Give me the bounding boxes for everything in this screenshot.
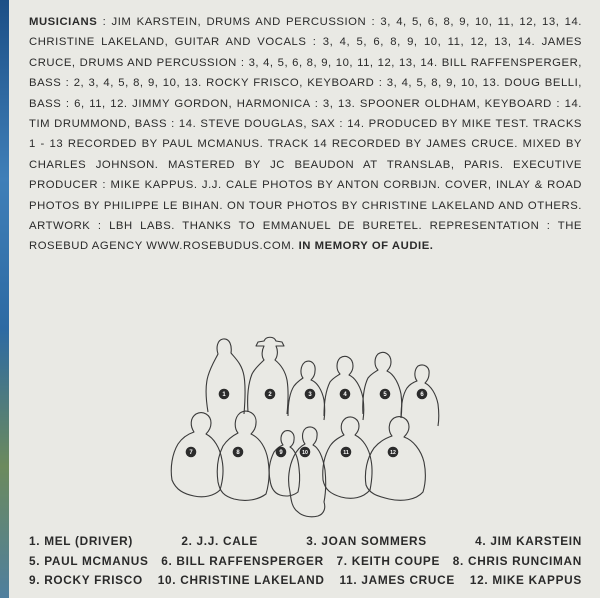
marker-label-2: 2 (268, 392, 272, 399)
personnel-legend (29, 532, 582, 591)
silhouette-2 (248, 337, 289, 414)
silhouette-5 (363, 352, 402, 418)
silhouette-4 (324, 356, 364, 420)
marker-label-6: 6 (420, 392, 424, 399)
legend-item: 8. CHRIS RUNCIMAN (452, 553, 582, 568)
marker-label-4: 4 (343, 392, 347, 399)
legend-item: 11. JAMES CRUCE (339, 573, 455, 587)
legend-item: 9. ROCKY FRISCO (29, 573, 143, 587)
silhouette-9 (269, 431, 299, 496)
legend-item: 12. MIKE KAPPUS (469, 573, 582, 587)
marker-label-10: 10 (302, 450, 308, 457)
silhouette-7 (171, 413, 223, 497)
legend-row (29, 532, 582, 552)
legend-item: 4. JIM KARSTEIN (475, 534, 582, 548)
marker-label-9: 9 (279, 450, 283, 457)
legend-item: 10. CHRISTINE LAKELAND (157, 573, 325, 587)
marker-label-7: 7 (189, 450, 193, 457)
legend-row (29, 571, 582, 591)
band-silhouette-diagram (160, 330, 445, 522)
cover-edge-strip (0, 0, 9, 598)
credits-body: : JIM KARSTEIN, DRUMS AND PERCUSSION : 3, 4, 5, 6, 8, 9, 10, 11, 12, 13, 14. CHRISTINE LAKELAND, GUITAR AND VOCALS : 3, 4, 5, 6, 8, 9, 10, 11, 12, 13, 14. JAMES CRUCE, DRUMS AND PERCUSSION : 3, 4, 5, 6, 8, 9, 10, 11, 12, 13, 14. BILL RAFFENSPERGER, BASS : 2, 3, 4, 5, 8, 9, 10, 13. ROCKY FRISCO, KEYBOARD : 3, 4, 5, 8, 9, 10, 13. DOUG BELLI, BASS : 6, 11, 12. JIMMY GORDON, HARMONICA : 3, 13. SPOONER OLDHAM, KEYBOARD : 14. TIM DRUMMOND, BASS : 14. STEVE DOUGLAS, SAX : 14. PRODUCED BY MIKE TEST. TRACKS 1 - 13 RECORDED BY PAUL MCMANUS. TRACK 14 RECORDED BY JAMES CRUCE. MIXED BY CHARLES JOHNSON. MASTERED BY JC BEAUDON AT TRANSLAB, PARIS. EXECUTIVE PRODUCER : MIKE KAPPUS. J.J. CALE PHOTOS BY ANTON CORBIJN. COVER, INLAY & ROAD PHOTOS BY PHILIPPE LE BIHAN. ON TOUR PHOTOS BY CHRISTINE LAKELAND AND OTHERS. ARTWORK : LBH LABS. THANKS TO EMMANUEL DE BURETEL. REPRESENTATION : THE ROSEBUD AGENCY WWW.ROSEBUDUS.COM. (29, 16, 582, 253)
silhouette-12 (365, 417, 425, 501)
marker-label-1: 1 (222, 392, 226, 399)
silhouette-11 (323, 417, 372, 498)
legend-item: 1. MEL (DRIVER) (29, 534, 134, 548)
marker-label-11: 11 (343, 450, 349, 457)
legend-item: 3. JOAN SOMMERS (306, 534, 427, 548)
legend-item: 6. BILL RAFFENSPERGER (161, 553, 324, 568)
silhouette-1 (206, 339, 245, 414)
marker-label-12: 12 (390, 450, 396, 457)
musicians-heading: MUSICIANS (29, 16, 98, 28)
marker-label-3: 3 (308, 392, 312, 399)
legend-item: 2. J.J. CALE (181, 534, 258, 548)
memorial-line: IN MEMORY OF AUDIE. (298, 240, 434, 253)
marker-label-5: 5 (383, 392, 387, 399)
legend-item: 7. KEITH COUPE (336, 553, 441, 568)
marker-label-8: 8 (236, 450, 240, 457)
credits-text (29, 12, 582, 257)
silhouette-8 (217, 411, 269, 500)
legend-row (29, 552, 582, 572)
legend-item: 5. PAUL MCMANUS (29, 553, 149, 568)
